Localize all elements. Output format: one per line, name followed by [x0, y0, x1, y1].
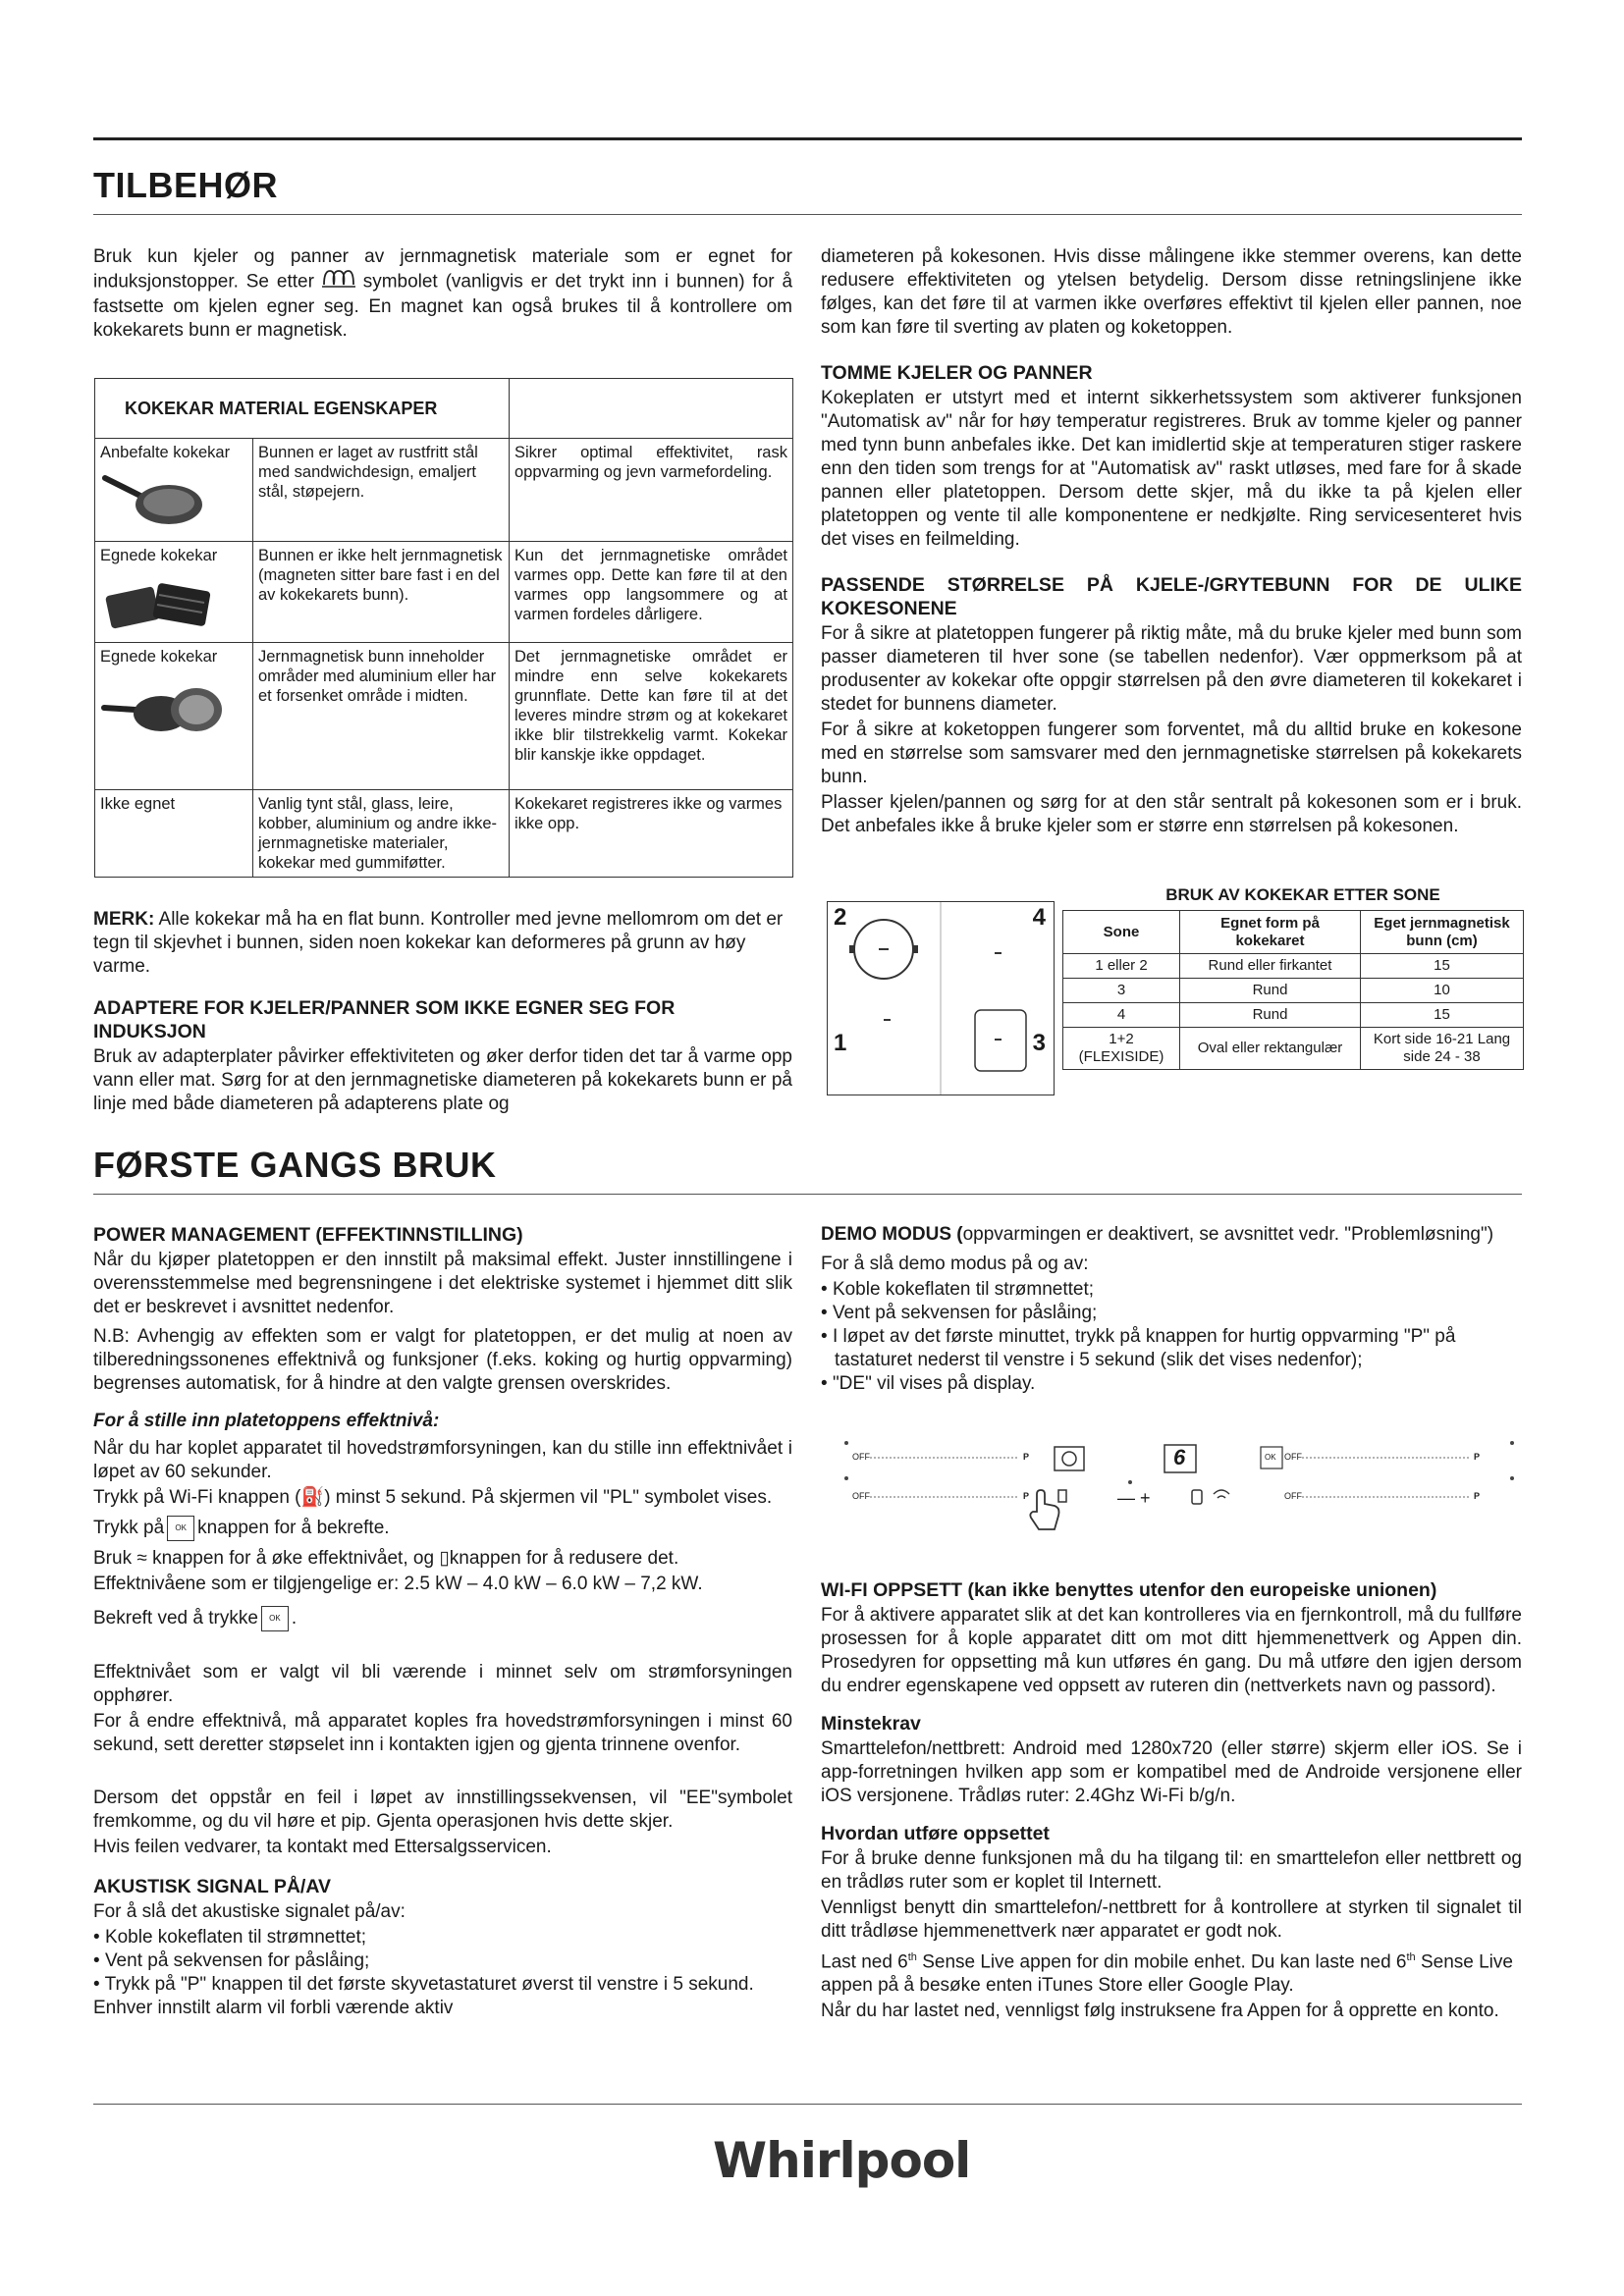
ok-key-icon: OK: [167, 1516, 194, 1541]
akustisk-end: Enhver innstilt alarm vil forbli værende aktiv: [93, 1998, 454, 2018]
akustisk-title: AKUSTISK SIGNAL PÅ/AV: [93, 1876, 331, 1897]
zone-label-3: 3: [1032, 1030, 1046, 1056]
top-rule: [93, 137, 1522, 140]
stille-text-1: Når du har koplet apparatet til hovedstrømforsyningen, kan du stille inn effektnivået i løpet av 60 sekunder.: [93, 1438, 792, 1482]
stille-text-4c: knappen for å redusere det.: [449, 1548, 679, 1569]
tilbehor-intro: [93, 245, 792, 345]
stille-text-6b: .: [291, 1608, 298, 1629]
zone-cell: 15: [1361, 1003, 1524, 1028]
zone-label-2: 2: [834, 904, 847, 931]
merk-text: Alle kokekar må ha en flat bunn. Kontroller med jevne mellomrom om det er tegn til skjevhet i bunnen, siden noen kokekar kan deformeres på grunn av høy varme.: [93, 909, 784, 977]
zone-cell: Oval eller rektangulær: [1180, 1028, 1361, 1070]
stille-title: For å stille inn platetoppens effektnivå:: [93, 1411, 440, 1431]
zone-cell: Rund: [1180, 1003, 1361, 1028]
zone-header-sone: Sone: [1063, 911, 1180, 954]
feil-text-1: Dersom det oppstår en feil i løpet av innstillingssekvensen, vil "EE"symbolet fremkomme, og du vil høre et pip. Gjenta operasjonen hvis dette skjer.: [93, 1788, 792, 1832]
material-cell: Bunnen er ikke helt jernmagnetisk (magneten sitter bare fast i en del av kokekarets bunn).: [253, 542, 510, 643]
table-row: [95, 542, 793, 643]
table-row: [1063, 979, 1524, 1003]
ok-key-icon: OK: [261, 1606, 289, 1631]
demo-list: [821, 1278, 1522, 1396]
minstekrav-title: Minstekrav: [821, 1713, 921, 1735]
kokekar-cell: [95, 542, 253, 643]
panel-p-label: P: [1023, 1491, 1030, 1501]
zone-header-bunn: Eget jernmagnetisk bunn (cm): [1361, 911, 1524, 954]
demo-title: DEMO MODUS (: [821, 1224, 963, 1245]
stille-text-4a: Bruk: [93, 1548, 133, 1569]
merk-label: MERK:: [93, 909, 155, 930]
stille-text-3b: knappen for å bekrefte.: [197, 1518, 390, 1539]
zone-table: [1062, 910, 1524, 1070]
tilbehor-underline: [93, 214, 1522, 215]
egenskaper-cell: Sikrer optimal effektivitet, rask oppvarming og jevn varmefordeling.: [510, 439, 793, 542]
superscript-th: th: [907, 1951, 917, 1963]
stille-text-2b: ) minst 5 sekund. På skjermen vil "PL" symbolet vises.: [324, 1487, 773, 1508]
list-item: • Koble kokeflaten til strømnettet;: [821, 1278, 1522, 1302]
material-table-header: KOKEKAR MATERIAL EGENSKAPER: [95, 379, 510, 439]
kokekar-cell: [95, 643, 253, 790]
zone-label-1: 1: [834, 1030, 847, 1056]
passende-title: PASSENDE STØRRELSE PÅ KJELE-/GRYTEBUNN FOR DE ULIKE KOKESONENE: [821, 574, 1522, 619]
kokekar-label: Egnede kokekar: [100, 648, 218, 666]
hvordan-text-4: Når du har lastet ned, vennligst følg instruksene fra Appen for å opprette en konto.: [821, 2001, 1499, 2022]
list-item: • Vent på sekvensen for påslåing;: [821, 1302, 1522, 1325]
zone-cell: 1 eller 2: [1063, 954, 1180, 979]
panel-off-label: OFF: [852, 1491, 870, 1501]
wifi-icon: ⛽: [300, 1487, 325, 1508]
forste-left-column: [93, 1223, 792, 2022]
wifi-icon: ≈: [136, 1548, 147, 1569]
tomme-text: Kokeplaten er utstyrt med et internt sikkerhetssystem som aktiverer funksjonen "Automatisk av" når for høy temperatur registreres. Bruk av tomme kjeler og panner med tynn bunn anbefales ikke. Det kan imidlertid skje at temperaturen stiger raskere enn den tiden som trengs for at "Automatisk av" raskt utløses, med fare for å skade pannen eller platetoppen. Dersom dette skjer, må du ikke ta på kjelen eller platetoppen og vente til alle komponentene er nedkjølte. Ring servicesenteret hvis det vises en feilmelding.: [821, 388, 1522, 550]
egenskaper-cell: Det jernmagnetiske området er mindre enn selve kokekarets grunnflate. Dette kan føre til at det leveres mindre strøm og at kokekaret ikke blir tilstrekkelig varmt. Kokekar blir kanskje ikke oppdaget.: [510, 643, 793, 790]
footer-rule: [93, 2104, 1522, 2105]
table-row: [95, 439, 793, 542]
table-row: [95, 790, 793, 878]
table-row: [1063, 1028, 1524, 1070]
list-item: • Koble kokeflaten til strømnettet;: [93, 1926, 792, 1949]
table-row: [1063, 1003, 1524, 1028]
wifi-section: [821, 1578, 1522, 2025]
hvordan-text-2: Vennligst benytt din smarttelefon/-nettbrett for å kontrollere at styrken til signalet til ditt trådløse hjemmenettverk nær apparatet er godt nok.: [821, 1897, 1522, 1942]
feil-text-2: Hvis feilen vedvarer, ta kontakt med Ettersalgsservicen.: [93, 1837, 552, 1857]
phone-icon: ▯: [439, 1548, 450, 1569]
table-row: [1063, 954, 1524, 979]
power-text-2: N.B: Avhengig av effekten som er valgt for platetoppen, er det mulig at noen av tilberedningssonenes effektnivå og funksjoner (f.eks. koking og hurtig oppvarming) begrenses automatisk, for å hindre at den valgte grensen overskrides.: [93, 1326, 792, 1394]
zone-cell: 15: [1361, 954, 1524, 979]
zone-cell: 10: [1361, 979, 1524, 1003]
power-text-1: Når du kjøper platetoppen er den innstilt på maksimal effekt. Juster innstillingene i overensstemmelse med begrensningene i det elektriske systemet i hjemmet ditt slik det er beskrevet i avsnittet nedenfor.: [93, 1250, 792, 1317]
kokekar-cell: [95, 439, 253, 542]
ok-key-icon: OK: [1265, 1453, 1276, 1462]
frying-pan-icon: [100, 470, 208, 529]
hvordan-text-3a: Last ned 6: [821, 1951, 908, 1973]
passende-text-1: For å sikre at platetoppen fungerer på riktig måte, må du bruke kjeler med bunn som passer diameteren til hver sone (se tabellen nedenfor). Vær oppmerksom på at produsenter av kokekar ofte oppgir størrelsen på den øvre diameteren til kokekaret i stedet for bunnens diameter.: [821, 623, 1522, 715]
section-title-tilbehor: TILBEHØR: [93, 165, 278, 205]
table-row: [95, 643, 793, 790]
material-cell: Jernmagnetisk bunn inneholder områder med aluminium eller har et forsenket område i midten.: [253, 643, 510, 790]
zone-table-block: [1062, 885, 1524, 1070]
wifi-text: For å aktivere apparatet slik at det kan kontrolleres via en fjernkontroll, må du fullføre prosessen for å kople apparatet ditt om mot ditt hjemmenettverk og Appen din. Prosedyren for oppsetting må kun utføres én gang. Du må utføre den igjen dersom du endrer egenskapene ved oppsett av ruteren din (nettverkets navn og passord).: [821, 1605, 1522, 1696]
section-title-forste: FØRSTE GANGS BRUK: [93, 1145, 497, 1185]
egenskaper-cell: Kokekaret registreres ikke og varmes ikke opp.: [510, 790, 793, 878]
hvordan-text-1: For å bruke denne funksjonen må du ha tilgang til: en smarttelefon eller nettbrett og en trådløs ruter som er koplet til Internett.: [821, 1848, 1522, 1893]
material-cell: Vanlig tynt stål, glass, leire, kobber, aluminium og andre ikke-jernmagnetiske materialer, kokekar med gummiføtter.: [253, 790, 510, 878]
tilbehor-notes: [93, 908, 792, 1118]
list-item: • "DE" vil vises på display.: [821, 1372, 1522, 1396]
list-item: • Trykk på "P" knappen til det første skyvetastaturet øverst til venstre i 5 sekund.: [93, 1973, 792, 1997]
kokekar-label: Egnede kokekar: [100, 547, 218, 564]
induction-coil-icon: [322, 269, 355, 295]
stille-text-5: Effektnivåene som er tilgjengelige er: 2.5 kW – 4.0 kW – 6.0 kW – 7,2 kW.: [93, 1574, 703, 1594]
list-item: • I løpet av det første minuttet, trykk på knappen for hurtig oppvarming "P" på tastaturet nederst til venstre i 5 sekund (slik det vises nedenfor);: [821, 1325, 1522, 1372]
minne-text-1: Effektnivået som er valgt vil bli værende i minnet selv om strømforsyningen opphører.: [93, 1662, 792, 1706]
kokekar-cell: Ikke egnet: [95, 790, 253, 878]
zone-cell: 4: [1063, 1003, 1180, 1028]
zone-cell: Rund: [1180, 979, 1361, 1003]
passende-text-2: For å sikre at koketoppen fungerer som forventet, må du alltid bruke en kokesone med en størrelse som samsvarer med den jernmagnetiske størrelsen på kokekarets bunn.: [821, 720, 1522, 787]
minstekrav-text: Smarttelefon/nettbrett: Android med 1280x720 (eller større) skjerm eller iOS. Se i app-forretningen hvilken app som er kompatibel med de Androide versjonene eller iOS versjonene. Trådløs ruter: 2.4Ghz Wi-Fi b/g/n.: [821, 1738, 1522, 1806]
material-table-header-empty: [510, 379, 793, 439]
right-cont-text: diameteren på kokesonen. Hvis disse målingene ikke stemmer overens, kan dette redusere effektiviteten og ytelsen betydelig. Dersom disse retningslinjene ikke følges, kan det føre til at varmen ikke overføres effektivt til kjelen eller pannen, noe som kan føre til sverting av platen og koketoppen.: [821, 246, 1522, 338]
forste-right-column: [821, 1223, 1522, 1396]
sixth-sense-icon: 6: [1173, 1445, 1186, 1469]
tomme-title: TOMME KJELER OG PANNER: [821, 362, 1093, 384]
panel-off-label: OFF: [1284, 1491, 1302, 1501]
zone-cell: Rund eller firkantet: [1180, 954, 1361, 979]
panel-off-label: OFF: [1284, 1452, 1302, 1462]
hvordan-text-3c: Sense Live appen på å besøke enten iTunes Store eller Google Play.: [821, 1951, 1513, 1997]
panel-off-label: OFF: [852, 1452, 870, 1462]
minne-text-2: For å endre effektnivå, må apparatet koples fra hovedstrømforsyningen i minst 60 sekund, sett deretter støpselet inn i kontakten igjen og gjenta trinnene ovenfor.: [93, 1711, 792, 1755]
intro-text-1: Bruk kun kjeler og panner av jernmagnetisk materiale som er egnet for induksjonstopper. Se etter: [93, 246, 792, 293]
adaptere-text: Bruk av adapterplater påvirker effektiviteten og øker derfor tiden det tar å varme opp vann eller mat. Sørg for at den jernmagnetiske diameteren på kokekarets bunn er på linje med både diameteren på adapterens plate og: [93, 1046, 792, 1114]
superscript-th: th: [1406, 1951, 1416, 1963]
forste-underline: [93, 1194, 1522, 1195]
pan-with-pattern-icon: [100, 674, 228, 743]
panel-p-label: P: [1023, 1452, 1030, 1462]
stille-text-2a: Trykk på Wi-Fi knappen (: [93, 1487, 301, 1508]
list-item: • Vent på sekvensen for påslåing;: [93, 1949, 792, 1973]
panel-p-label: P: [1474, 1452, 1481, 1462]
akustisk-list: [93, 1926, 792, 1997]
zone-cell: 3: [1063, 979, 1180, 1003]
zone-diagram: [827, 901, 1055, 1095]
power-title: POWER MANAGEMENT (EFFEKTINNSTILLING): [93, 1224, 523, 1246]
hvordan-title: Hvordan utføre oppsettet: [821, 1823, 1050, 1844]
stille-text-6a: Bekreft ved å trykke: [93, 1608, 258, 1629]
zone-label-4: 4: [1032, 904, 1046, 931]
demo-title-rest: oppvarmingen er deaktivert, se avsnittet vedr. "Problemløsning"): [962, 1224, 1494, 1245]
intro-text-2: symbolet (vanligvis er det trykt inn i bunnen) for å fastsette om kjelen egner seg. En magnet kan også brukes til å kontrollere om kokekarets bunn er magnetisk.: [93, 271, 793, 341]
grill-pan-icon: [100, 573, 218, 632]
egenskaper-cell: Kun det jernmagnetiske området varmes opp. Dette kan føre til at den varmes opp langsommere og at varmen fordeles dårligere.: [510, 542, 793, 643]
zone-cell: Kort side 16-21 Lang side 24 - 38: [1361, 1028, 1524, 1070]
zone-header-form: Egnet form på kokekaret: [1180, 911, 1361, 954]
panel-p-label: P: [1474, 1491, 1481, 1501]
demo-intro: For å slå demo modus på og av:: [821, 1254, 1089, 1274]
wifi-title: WI-FI OPPSETT (kan ikke benyttes utenfor den europeiske unionen): [821, 1579, 1437, 1601]
kokekar-label: Anbefalte kokekar: [100, 444, 231, 461]
control-panel-illustration: [840, 1433, 1518, 1561]
adaptere-title: ADAPTERE FOR KJELER/PANNER SOM IKKE EGNER SEG FOR INDUKSJON: [93, 997, 676, 1042]
minus-plus-keys: — +: [1117, 1488, 1151, 1508]
stille-text-3a: Trykk på: [93, 1518, 165, 1539]
material-table: [94, 378, 793, 878]
tilbehor-right-column: [821, 245, 1522, 840]
hvordan-text-3b: Sense Live appen for din mobile enhet. Du kan laste ned 6: [916, 1951, 1407, 1973]
material-cell: Bunnen er laget av rustfritt stål med sandwichdesign, emaljert stål, støpejern.: [253, 439, 510, 542]
zone-cell: 1+2 (FLEXISIDE): [1063, 1028, 1180, 1070]
passende-text-3: Plasser kjelen/pannen og sørg for at den står sentralt på kokesonen som er i bruk. Det anbefales ikke å bruke kjeler som er større enn størrelsen på kokesonen.: [821, 792, 1522, 836]
akustisk-intro: For å slå det akustiske signalet på/av:: [93, 1901, 406, 1922]
whirlpool-logo: Whirlpool: [713, 2132, 971, 2189]
zone-table-title: BRUK AV KOKEKAR ETTER SONE: [1165, 885, 1440, 904]
stille-text-4b: knappen for å øke effektnivået, og: [152, 1548, 435, 1569]
